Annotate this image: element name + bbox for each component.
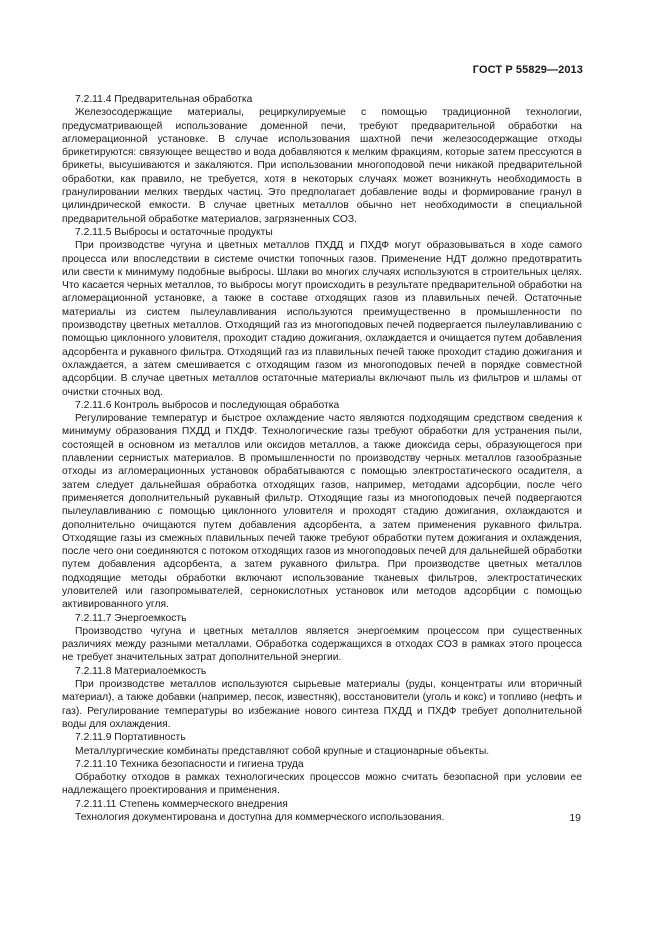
- section: [62, 665, 582, 731]
- section-heading: 7.2.11.7 Энергоемкость: [75, 612, 187, 624]
- document-code-header: ГОСТ Р 55829—2013: [472, 64, 583, 76]
- section-paragraph: Металлургические комбинаты представляют собой крупные и стационарные объекты.: [75, 745, 490, 757]
- section-paragraph: При производстве чугуна и цветных металлов ПХДД и ПХДФ могут образовываться в ходе самого процесса или впоследствии в системе очистки топочных газов. Применение НДТ должно предотвратить или свести к минимуму подобные выбросы. Шлаки во многих случаях используются в строительных целях. Что касается черных металлов, то выбросы могут происходить в результате предварительной обработки на агломерационной установке, а также в составе отходящих газов из плавильных печей. Остаточные материалы из систем пылеулавливания используются преимущественно в промышленности по производству цветных металлов. Отходящий газ из многоподовых печей подвергается пылеулавливанию с помощью циклонного уловителя, проходит стадию дожигания, охлаждается и очищается путем добавления адсорбента и рукавного фильтра. Отходящий газ из плавильных печей также проходит стадию дожигания и охлаждается, а затем смешивается с отходящим газом из многоподовых печей в порядке совместной адсорбции. В случае цветных металлов остаточные материалы включают пыль из фильтров и шламы от очистки сточных вод.: [62, 240, 582, 398]
- section-paragraph: Регулирование температур и быстрое охлаждение часто являются подходящим средством сведения к минимуму образования ПХДД и ПХДФ. Технологические газы требуют обработки для устранения пыли, состоящей в основном из металлов или оксидов металлов, а также диоксида серы, образующегося при плавлении сернистых материалов. В промышленности по производству черных металлов газообразные отходы из агломерационных установок обрабатываются с помощью электростатического осадителя, а затем следует дальнейшая обработка отходящих газов, например, методами адсорбции, после чего применяется дополнительный рукавный фильтр. Отходящие газы из многоподовых печей подвергаются пылеулавливанию с помощью циклонного уловителя и проходят стадию дожигания, охлаждаются и дополнительно очищаются путем добавления адсорбента, а затем применения рукавного фильтра. Отходящие газы из смежных плавильных печей также требуют обработки путем дожигания и охлаждения, после чего они соединяются с потоком отходящих газов из многоподовых печей для дальнейшей обработки путем добавления адсорбента, а затем рукавного фильтра. При производстве цветных металлов подходящие методы обработки включают использование тканевых фильтров, электростатических уловителей или газопромывателей, сернокислотных установок или методов адсорбции с помощью активированного угля.: [62, 413, 582, 611]
- page-number: 19: [569, 812, 581, 824]
- section-heading: 7.2.11.9 Портативность: [75, 732, 186, 744]
- section-heading: 7.2.11.11 Степень коммерческого внедрения: [75, 798, 288, 810]
- document-body: [62, 93, 582, 824]
- section: [62, 399, 582, 612]
- section-heading: 7.2.11.5 Выбросы и остаточные продукты: [75, 226, 273, 238]
- section: [62, 798, 582, 825]
- section: [62, 93, 582, 226]
- section-paragraph: Производство чугуна и цветных металлов является энергоемким процессом при существенных различиях между разными металлами. Обработка содержащихся в отходах СОЗ в рамках этого процесса не требует значительных затрат дополнительной энергии.: [62, 625, 582, 664]
- section-heading: 7.2.11.8 Материалоемкость: [75, 665, 207, 677]
- section: [62, 612, 582, 665]
- section-paragraph: Технология документирована и доступна для коммерческого использования.: [75, 812, 445, 824]
- section-heading: 7.2.11.6 Контроль выбросов и последующая обработка: [75, 399, 340, 411]
- section-heading: 7.2.11.4 Предварительная обработка: [75, 94, 253, 105]
- section-paragraph: Обработку отходов в рамках технологических процессов можно считать безопасной при условии ее надлежащего проектирования и применения.: [62, 772, 582, 797]
- section-paragraph: При производстве металлов используются сырьевые материалы (руды, концентраты или вторичный материал), а также добавки (например, песок, известняк), восстановители (уголь и кокс) и топливо (нефть и газ). Регулирование температуры во избежание нового синтеза ПХДД и ПХДФ требует дополнительной воды для охлаждения.: [62, 679, 582, 730]
- section-heading: 7.2.11.10 Техника безопасности и гигиена труда: [75, 758, 304, 770]
- section: [62, 758, 582, 798]
- section-paragraph: Железосодержащие материалы, рециркулируемые с помощью традиционной технологии, предусматривающей использование доменной печи, требуют предварительной обработки на агломерационной установке. В случае использования шахтной печи железосодержащие отходы брикетируются: связующее вещество и вода добавляются к мелким фракциям, которые затем прессуются в брикеты, высушиваются и закаляются. При использовании многоподовой печи никакой предварительной обработки, как правило, не требуется, хотя в некоторых случаях может возникнуть необходимость в гранулировании мелких твердых частиц. Это предполагает добавление воды и формирование гранул в цилиндрической емкости. В случае цветных металлов обычно нет необходимости в специальной предварительной обработке материалов, загрязненных СОЗ.: [62, 107, 582, 225]
- section: [62, 731, 582, 758]
- section: [62, 226, 582, 399]
